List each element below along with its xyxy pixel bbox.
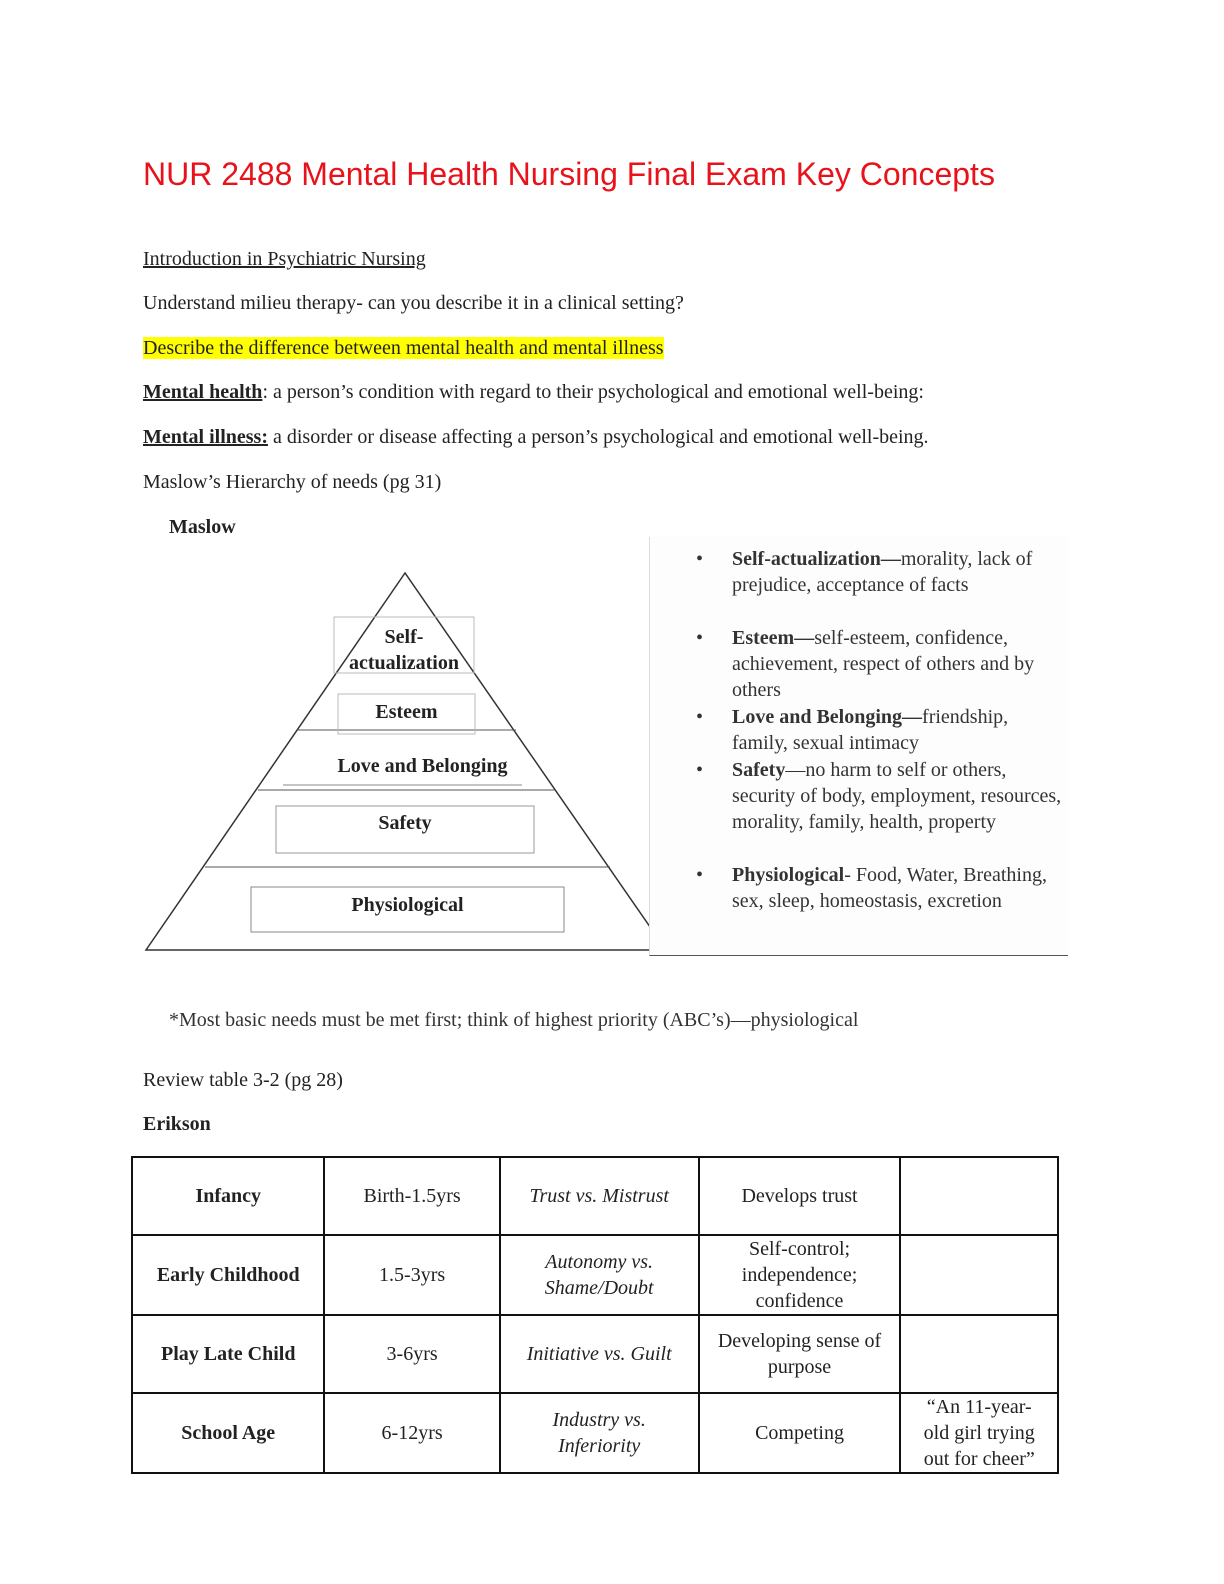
bullet-icon: • (696, 627, 704, 649)
example-cell: “An 11-year-old girl trying out for cheer” (900, 1393, 1058, 1473)
level-label: actualization (349, 652, 459, 674)
stage-cell: Infancy (132, 1157, 324, 1235)
maslow-note: *Most basic needs must be met first; think of highest priority (ABC’s)—physiological (169, 1009, 859, 1031)
bullet-term: Physiological (732, 864, 845, 886)
level-label: Self- (384, 626, 424, 648)
crisis-cell: Autonomy vs. Shame/Doubt (500, 1235, 699, 1315)
maslow-label: Maslow (169, 516, 236, 538)
age-cell: 3-6yrs (324, 1315, 499, 1393)
crisis-cell: Trust vs. Mistrust (500, 1157, 699, 1235)
mental-illness-term: Mental illness: (143, 426, 268, 448)
bullet-icon: • (696, 706, 704, 728)
level-physiological: Physiological (351, 894, 464, 916)
review-table-ref: Review table 3-2 (pg 28) (143, 1069, 343, 1091)
erikson-table (131, 1156, 1059, 1474)
outcome-cell: Competing (699, 1393, 901, 1473)
example-cell (900, 1157, 1058, 1235)
bullet-item (650, 546, 1060, 598)
page-title: NUR 2488 Mental Health Nursing Final Exam Key Concepts (143, 156, 995, 192)
bullet-term: Self-actualization— (732, 548, 901, 570)
highlighted-prompt: Describe the difference between mental health and mental illness (143, 337, 664, 359)
age-cell: 1.5-3yrs (324, 1235, 499, 1315)
bullet-icon: • (696, 864, 704, 886)
stage-cell: Early Childhood (132, 1235, 324, 1315)
bullet-icon: • (696, 759, 704, 781)
section-heading: Introduction in Psychiatric Nursing (143, 248, 426, 270)
table-row (132, 1315, 1058, 1393)
bullet-item (650, 757, 1060, 861)
bullet-term: Safety (732, 759, 786, 781)
table-row (132, 1235, 1058, 1315)
erikson-heading: Erikson (143, 1113, 211, 1135)
bullet-item (650, 704, 1060, 756)
mental-health-term: Mental health (143, 381, 263, 403)
outcome-cell: Developing sense of purpose (699, 1315, 901, 1393)
table-row (132, 1157, 1058, 1235)
crisis-cell: Industry vs. Inferiority (500, 1393, 699, 1473)
age-cell: Birth-1.5yrs (324, 1157, 499, 1235)
maslow-heading: Maslow’s Hierarchy of needs (pg 31) (143, 471, 442, 493)
bullet-item (650, 862, 1060, 940)
bullet-term: Esteem— (732, 627, 815, 649)
stage-cell: School Age (132, 1393, 324, 1473)
level-safety: Safety (378, 812, 432, 834)
outcome-cell: Develops trust (699, 1157, 901, 1235)
bullet-desc: —no harm to self or others, security of body, employment, resources, morality, family, health, property (732, 759, 1062, 833)
bullet-desc: self-esteem, confidence, achievement, respect of others and by others (732, 627, 1035, 701)
bullet-icon: • (696, 548, 704, 570)
level-love-belonging: Love and Belonging (337, 755, 508, 777)
mental-illness-text: a disorder or disease affecting a person’s psychological and emotional well-being. (268, 426, 929, 448)
age-cell: 6-12yrs (324, 1393, 499, 1473)
milieu-question: Understand milieu therapy- can you describe it in a clinical setting? (143, 292, 684, 314)
bullet-desc: morality, lack of prejudice, acceptance of facts (732, 548, 1033, 596)
level-esteem: Esteem (375, 701, 438, 723)
bullet-desc: friendship, family, sexual intimacy (732, 706, 1009, 754)
maslow-bullet-panel (649, 537, 1068, 956)
example-cell (900, 1315, 1058, 1393)
bullet-desc: - Food, Water, Breathing, sex, sleep, homeostasis, excretion (732, 864, 1047, 912)
bullet-term: Love and Belonging— (732, 706, 923, 728)
crisis-cell: Initiative vs. Guilt (500, 1315, 699, 1393)
bullet-item (650, 625, 1060, 703)
level-self-actualization (334, 624, 474, 676)
table-row (132, 1393, 1058, 1473)
mental-health-text: : a person’s condition with regard to their psychological and emotional well-being: (262, 381, 924, 403)
stage-cell: Play Late Child (132, 1315, 324, 1393)
outcome-cell: Self-control; independence; confidence (699, 1235, 901, 1315)
example-cell (900, 1235, 1058, 1315)
